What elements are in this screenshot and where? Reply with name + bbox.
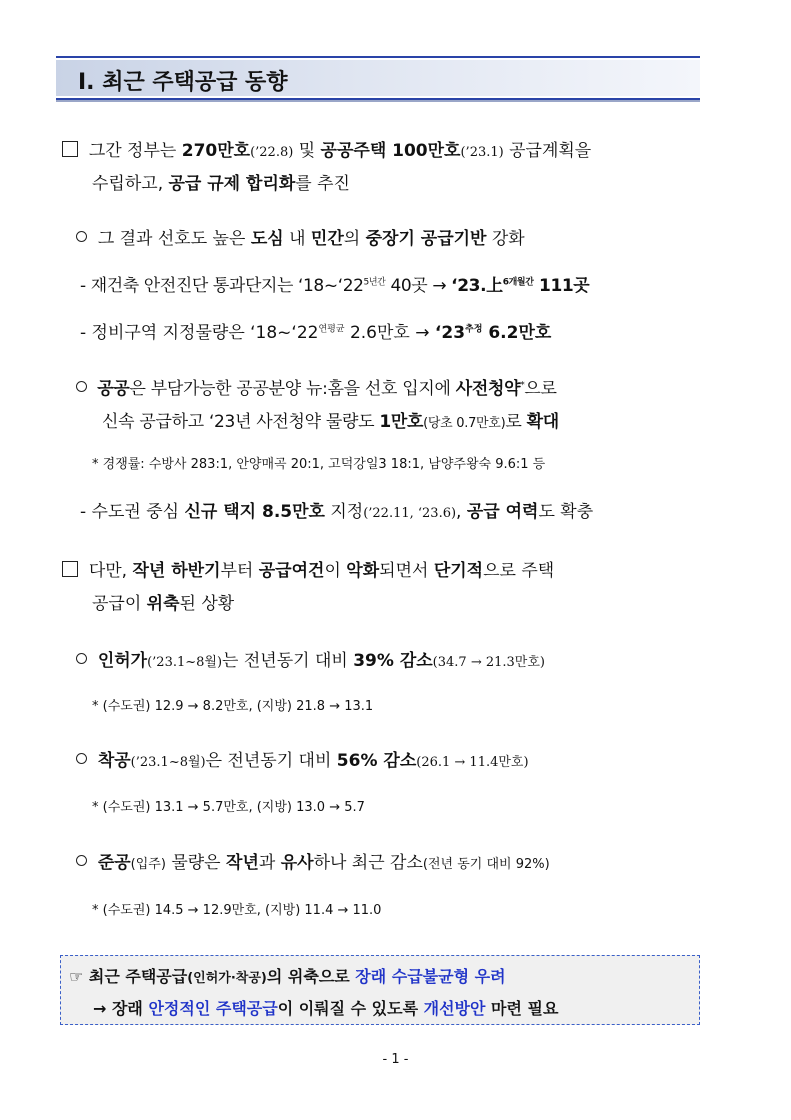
circle-bullet-icon <box>76 753 87 764</box>
sub-bullet-completions <box>76 848 550 873</box>
text: 은 전년동기 대비 <box>205 751 337 771</box>
text: 는 전년동기 대비 <box>222 651 354 671</box>
bold-text: 인허가 <box>97 651 148 671</box>
date-note: (’22.11, ‘23.6) <box>363 506 457 521</box>
bold-text: 공공 <box>97 379 130 399</box>
text: 의 <box>343 229 366 249</box>
text: 물량은 <box>165 853 227 873</box>
bold-text: ‘23 <box>434 323 466 343</box>
bold-text: 확대 <box>526 412 559 432</box>
page-number: - 1 - <box>382 1052 409 1067</box>
dash-item-3 <box>80 497 593 522</box>
callout-line-1 <box>69 964 506 987</box>
square-bullet-icon <box>62 141 78 157</box>
note-text: (당초 0.7만호) <box>423 416 506 431</box>
text: 의 위축으로 <box>266 967 356 986</box>
text: - 재건축 안전진단 통과단지는 ‘18~‘22 <box>80 276 364 296</box>
text: 된 상황 <box>179 594 235 614</box>
date-note: (’23.1) <box>460 145 504 160</box>
sub-bullet-1 <box>76 224 525 249</box>
superscript-note: 연평균 <box>318 324 345 335</box>
dash-item-2 <box>80 318 551 343</box>
sub-bullet-permits <box>76 646 545 671</box>
note-text: (34.7 → 21.3만호) <box>432 655 545 670</box>
section-title: Ⅰ. 최근 주택공급 동향 <box>78 70 288 95</box>
dash-item-1 <box>80 271 589 296</box>
footnote-competition-rate: * 경쟁률: 수방사 283:1, 안양매곡 20:1, 고덕강일3 18:1, 남양주왕숙 9.6:1 등 <box>92 457 546 472</box>
text: 이 이뤄질 수 있도록 <box>277 999 424 1018</box>
bold-text: 56% 감소 <box>336 751 417 771</box>
circle-bullet-icon <box>76 653 87 664</box>
bullet-2-line-1 <box>62 556 554 581</box>
text: 으로 <box>524 379 557 399</box>
bold-text: 단기적 <box>433 561 484 581</box>
bold-text: 39% 감소 <box>353 651 433 671</box>
bold-text: 1만호 <box>379 412 424 432</box>
text: 지정 <box>324 502 364 522</box>
text: 공급이 <box>92 594 147 614</box>
text: 40곳 → <box>385 276 452 296</box>
superscript-note: 5년간 <box>363 277 386 288</box>
note-text: (인허가·착공) <box>187 971 267 986</box>
bold-text: 작년 하반기 <box>132 561 221 581</box>
text: 및 <box>293 141 321 161</box>
highlight-text: 안정적인 주택공급 <box>148 999 278 1018</box>
text: 신속 공급하고 ‘23년 사전청약 물량도 <box>102 412 380 432</box>
bold-text: 공급 규제 합리화 <box>168 174 296 194</box>
text: 하나 최근 감소 <box>313 853 423 873</box>
pointing-hand-icon: ☞ <box>69 967 84 986</box>
bold-text: 공공주택 100만호 <box>320 141 461 161</box>
note-text: (26.1 → 11.4만호) <box>416 755 529 770</box>
bold-text: 111곳 <box>533 276 590 296</box>
bold-text: 준공 <box>97 853 131 873</box>
bold-text: 민간 <box>310 229 344 249</box>
highlight-text: 개선방안 <box>423 999 486 1018</box>
text: 은 부담가능한 공공분양 뉴:홈을 선호 입지에 <box>129 379 456 399</box>
text: 를 추진 <box>295 174 350 194</box>
text: 최근 주택공급 <box>83 967 188 986</box>
bold-text: ‘23.上 <box>451 276 503 296</box>
circle-bullet-icon <box>76 855 87 866</box>
bullet-1-line-2 <box>92 169 350 194</box>
bold-text: 공급여건 <box>258 561 325 581</box>
text: 도 확충 <box>538 502 594 522</box>
text: - 정비구역 지정물량은 ‘18~‘22 <box>80 323 319 343</box>
text: , <box>456 502 467 522</box>
bold-text: 사전청약 <box>455 379 521 399</box>
text: 내 <box>283 229 311 249</box>
bold-text: 공급 여력 <box>466 502 539 522</box>
text: 이 <box>324 561 347 581</box>
bold-text: 위축 <box>146 594 180 614</box>
text: 그간 정부는 <box>88 141 182 161</box>
text: 수립하고, <box>92 174 169 194</box>
superscript-note: 6개월간 <box>502 277 534 288</box>
bold-text: 유사 <box>280 853 314 873</box>
text: 강화 <box>486 229 525 249</box>
text: 로 <box>505 412 527 432</box>
text: 공급계획을 <box>503 141 592 161</box>
circle-bullet-icon <box>76 231 87 242</box>
text: 다만, <box>88 561 133 581</box>
footnote-completions: * (수도권) 14.5 → 12.9만호, (지방) 11.4 → 11.0 <box>92 903 382 918</box>
date-note: (’23.1~8월) <box>130 755 206 770</box>
footnote-starts: * (수도권) 13.1 → 5.7만호, (지방) 13.0 → 5.7 <box>92 800 365 815</box>
highlight-text: 장래 수급불균형 우려 <box>355 967 506 986</box>
footnote-permits: * (수도권) 12.9 → 8.2만호, (지방) 21.8 → 13.1 <box>92 699 374 714</box>
bold-text: 악화 <box>346 561 380 581</box>
bold-text: 270만호 <box>181 141 251 161</box>
date-note: (’22.8) <box>250 145 294 160</box>
superscript-note: 추정 <box>465 324 483 335</box>
text: → 장래 <box>93 999 149 1018</box>
note-text: (입주) <box>130 857 166 872</box>
bold-text: 착공 <box>97 751 131 771</box>
bold-text: 신규 택지 8.5만호 <box>184 502 325 522</box>
bullet-2-line-2 <box>92 589 234 614</box>
circle-bullet-icon <box>76 381 87 392</box>
text: 으로 주택 <box>483 561 555 581</box>
text: 되면서 <box>379 561 434 581</box>
title-top-rule <box>56 56 700 58</box>
sub-bullet-starts <box>76 746 529 771</box>
bold-text: 도심 <box>250 229 284 249</box>
text: 마련 필요 <box>485 999 559 1018</box>
sub-bullet-2-line-2 <box>102 407 559 432</box>
date-note: (’23.1~8월) <box>147 655 223 670</box>
square-bullet-icon <box>62 561 78 577</box>
text: 부터 <box>220 561 259 581</box>
text: 2.6만호 → <box>344 323 435 343</box>
bold-text: 6.2만호 <box>482 323 552 343</box>
bold-text: 중장기 공급기반 <box>365 229 487 249</box>
text: 과 <box>258 853 281 873</box>
text: 그 결과 선호도 높은 <box>97 229 251 249</box>
sub-bullet-2-line-1 <box>76 374 557 399</box>
title-shadow-rule <box>56 100 700 102</box>
footnote-mark: * <box>520 380 525 391</box>
text: - 수도권 중심 <box>80 502 185 522</box>
callout-line-2 <box>93 996 558 1019</box>
bullet-1-line-1 <box>62 136 591 161</box>
section-title-bar <box>56 56 700 102</box>
bold-text: 작년 <box>226 853 259 873</box>
summary-callout-box <box>60 955 700 1025</box>
note-text: (전년 동기 대비 92%) <box>422 857 550 872</box>
